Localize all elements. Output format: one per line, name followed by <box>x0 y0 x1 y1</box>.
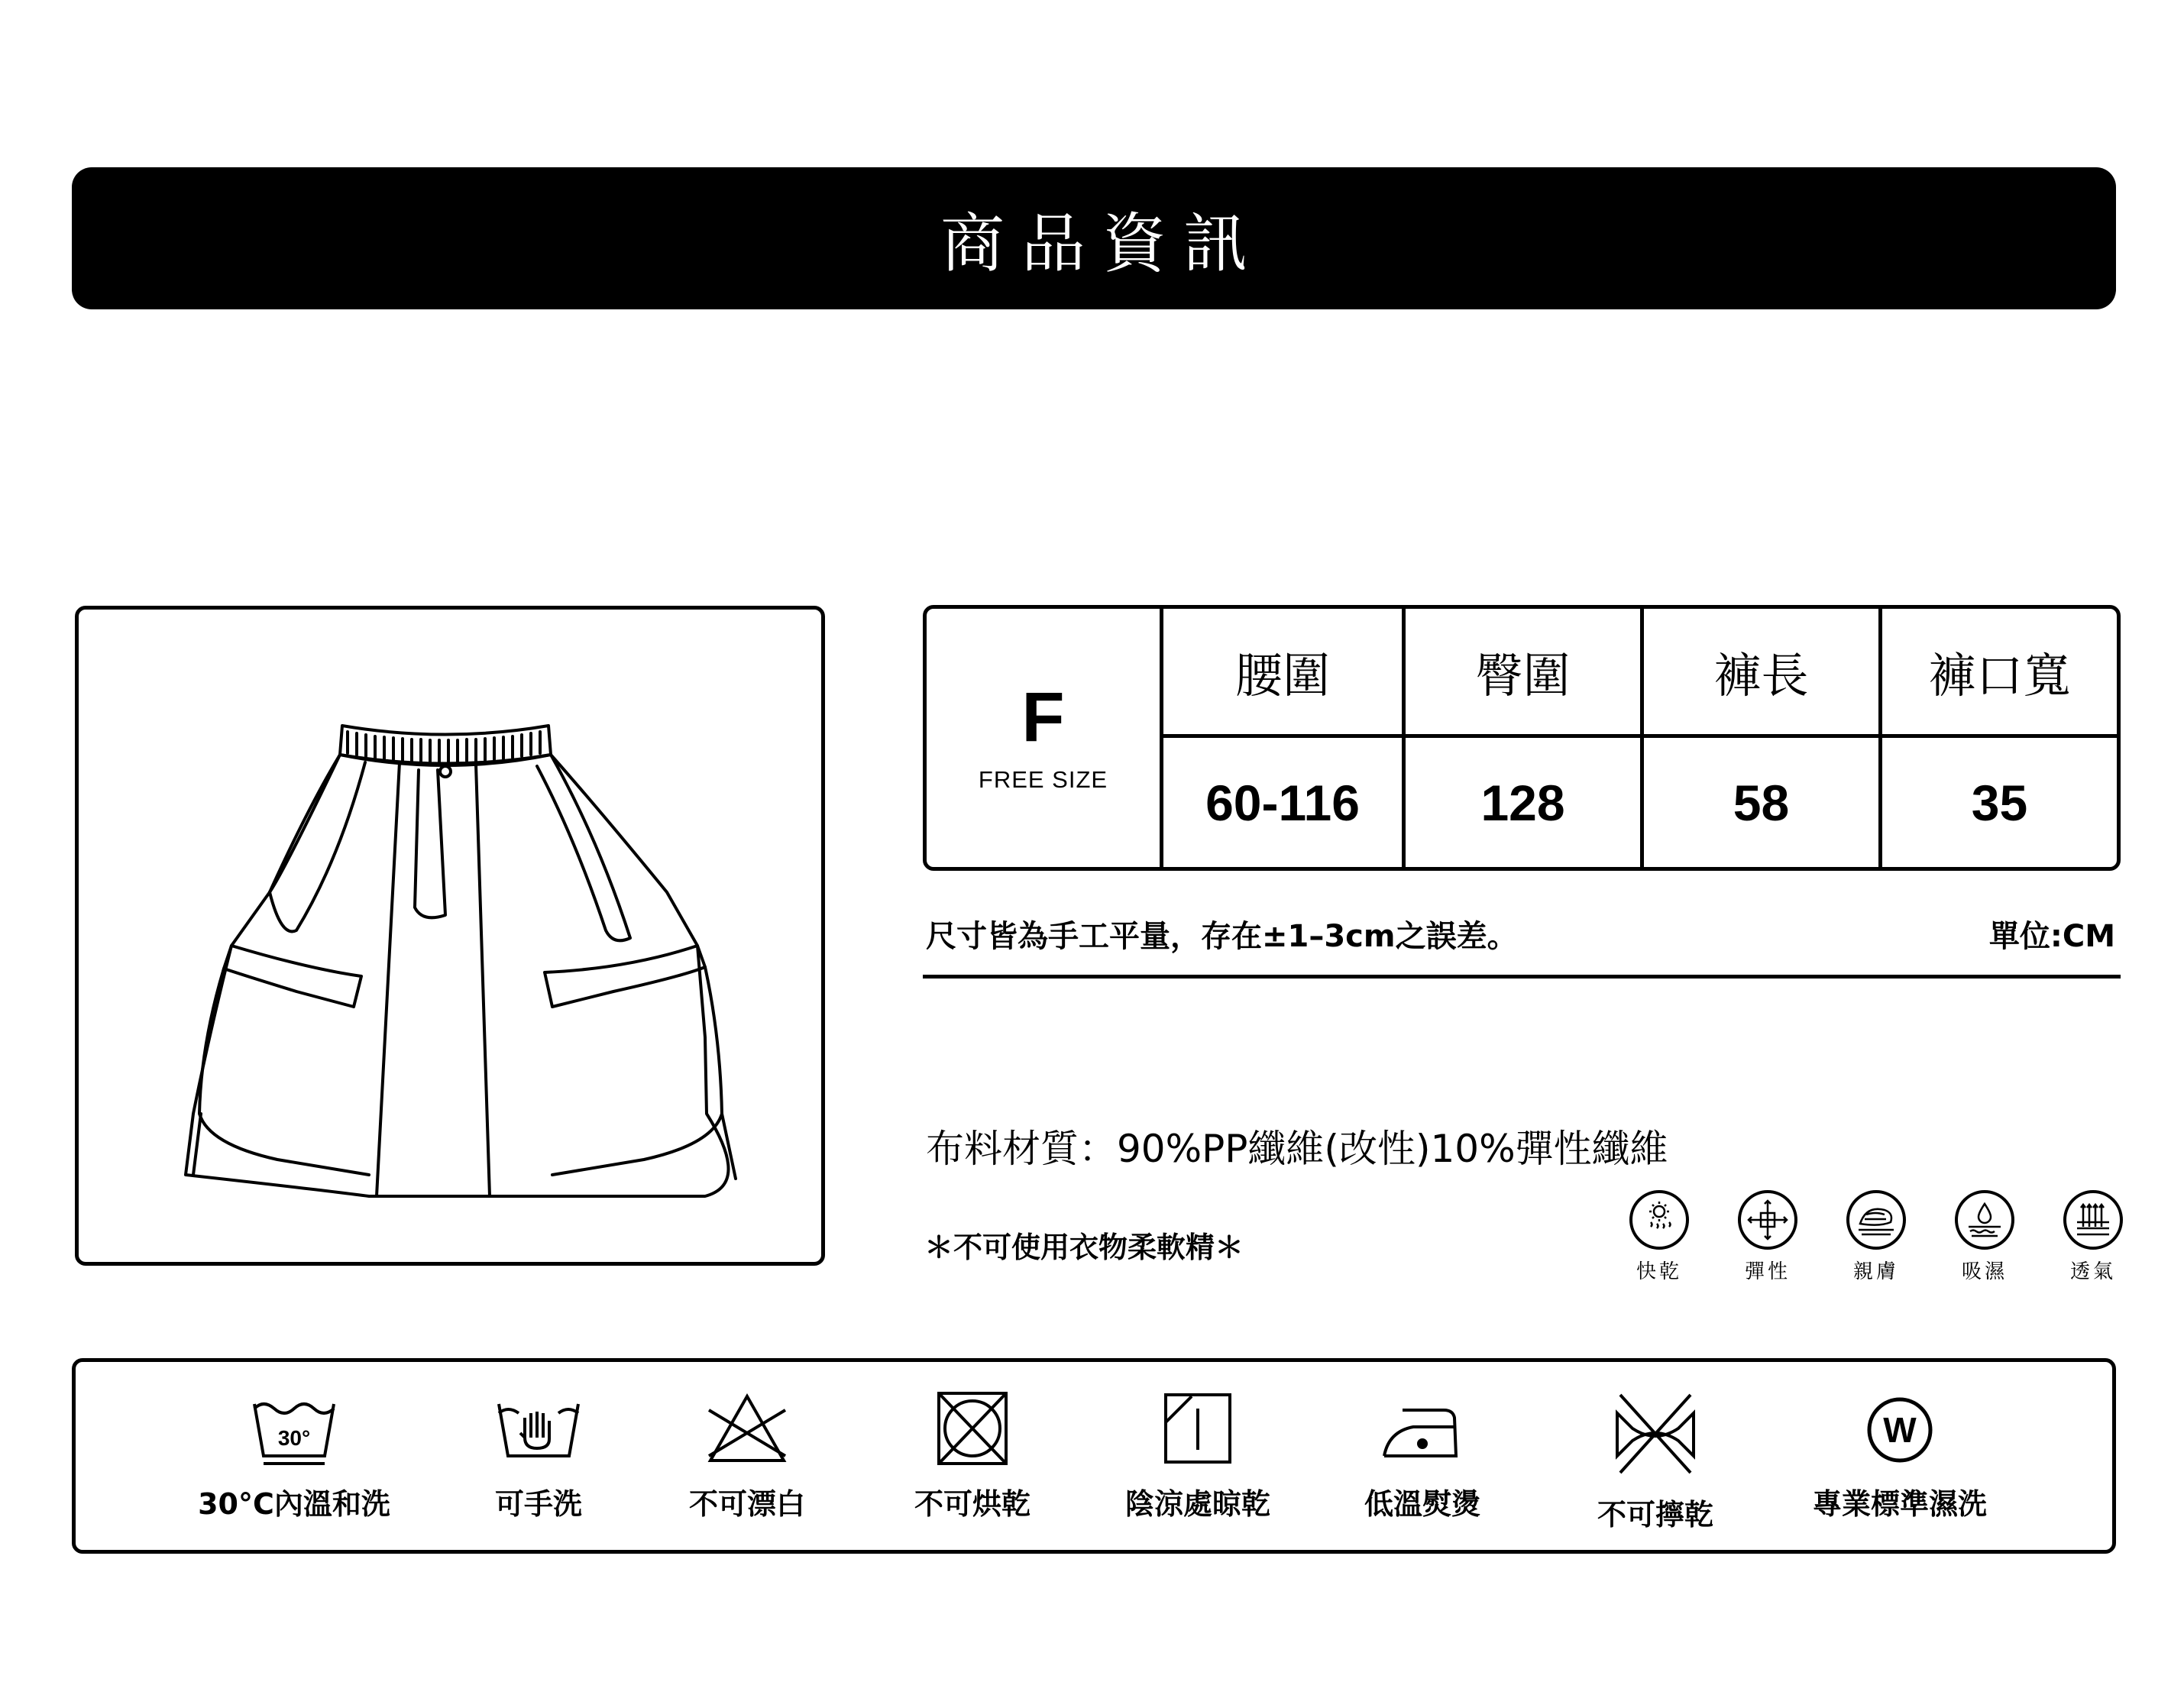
product-illustration-frame <box>75 606 825 1266</box>
feature-label: 彈性 <box>1744 1260 1791 1283</box>
divider <box>923 975 2121 979</box>
care-item-no-wring <box>1541 1392 1770 1533</box>
feature-breathable <box>2040 1190 2147 1284</box>
care-item-wash-30 <box>180 1392 409 1522</box>
no-bleach-icon <box>701 1392 793 1465</box>
dry-in-shade-icon <box>1152 1392 1244 1465</box>
hand-wash-icon <box>493 1392 584 1465</box>
feature-stretch <box>1714 1190 1821 1284</box>
feature-label: 透氣 <box>2069 1260 2116 1283</box>
table-value-length: 58 <box>1640 738 1878 867</box>
wet-clean-badge: W <box>1883 1410 1917 1450</box>
skin-friendly-icon <box>1849 1193 1903 1247</box>
care-label: 低溫熨燙 <box>1364 1487 1480 1521</box>
wash-temperature-badge: 30° <box>277 1426 311 1450</box>
table-header-hip: 臀圍 <box>1402 609 1640 738</box>
shorts-line-drawing <box>79 610 829 1270</box>
table-value-hem-width: 35 <box>1878 738 2117 867</box>
size-cell <box>927 609 1163 867</box>
table-header-length: 褲長 <box>1640 609 1878 738</box>
page-title: 商品資訊 <box>940 205 1264 281</box>
feature-quick-dry <box>1606 1190 1713 1284</box>
care-label: 30°C內溫和洗 <box>198 1487 390 1521</box>
feature-skin-friendly <box>1823 1190 1930 1284</box>
professional-wet-clean-icon <box>1854 1392 1946 1465</box>
table-value-hip: 128 <box>1402 738 1640 867</box>
care-label: 專業標準濕洗 <box>1812 1487 1987 1521</box>
table-header-hem-width: 褲口寬 <box>1878 609 2117 738</box>
care-label: 可手洗 <box>494 1487 582 1521</box>
care-item-hand-wash <box>424 1392 653 1522</box>
care-item-low-iron <box>1308 1392 1537 1522</box>
care-label: 不可擰乾 <box>1597 1498 1713 1532</box>
care-label: 不可烘乾 <box>914 1487 1031 1521</box>
feature-label: 親膚 <box>1852 1260 1899 1283</box>
stretch-icon <box>1741 1193 1794 1247</box>
material-text: 布料材質：90%PP纖維(改性)10%彈性纖維 <box>926 1127 1668 1171</box>
low-iron-icon <box>1377 1392 1468 1465</box>
size-table <box>923 605 2121 871</box>
quick-dry-icon <box>1632 1193 1686 1247</box>
table-value-waist: 60-116 <box>1205 774 1360 831</box>
care-label: 不可漂白 <box>688 1487 805 1521</box>
care-item-no-bleach <box>633 1392 862 1522</box>
unit-label: 單位:CM <box>1988 919 2115 954</box>
feature-moisture <box>1931 1190 2038 1284</box>
no-tumble-dry-icon <box>927 1392 1018 1465</box>
wash-30-icon <box>248 1392 340 1465</box>
care-item-no-tumble-dry <box>858 1392 1087 1522</box>
size-letter: F <box>1021 678 1065 756</box>
care-item-professional-wet-clean <box>1785 1392 2014 1522</box>
measurement-note: 尺寸皆為手工平量，存在±1–3cm之誤差。 <box>926 919 1518 954</box>
softener-warning: ＊不可使用衣物柔軟精＊ <box>924 1231 1244 1264</box>
size-name: FREE SIZE <box>978 766 1108 793</box>
title-bar <box>72 167 2116 309</box>
feature-label: 快乾 <box>1636 1260 1682 1283</box>
moisture-absorb-icon <box>1958 1193 2011 1247</box>
feature-label: 吸濕 <box>1961 1260 2008 1283</box>
breathable-icon <box>2066 1193 2120 1247</box>
table-header-waist: 腰圍 <box>1163 609 1402 738</box>
care-item-dry-shade <box>1083 1392 1312 1522</box>
no-wring-icon <box>1610 1392 1701 1476</box>
care-label: 陰涼處晾乾 <box>1124 1487 1270 1521</box>
